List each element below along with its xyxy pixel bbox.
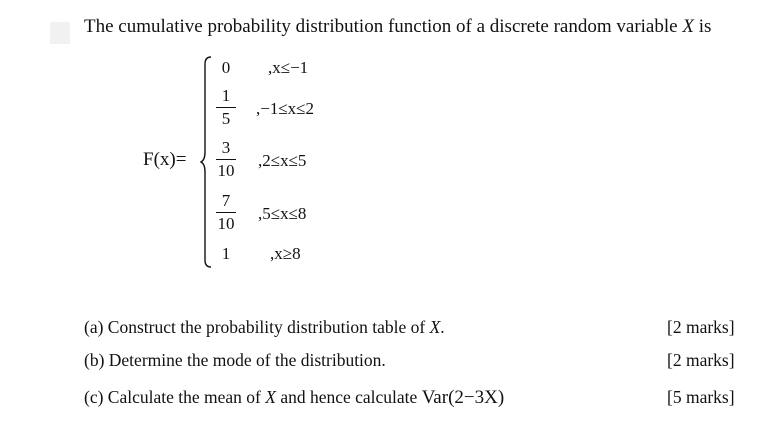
question-c-marks: [5 marks] [667, 387, 735, 407]
question-a-variable: X [429, 317, 441, 337]
piece-3-condition: ,2≤x≤5 [258, 151, 307, 170]
piece-3-denominator: 10 [217, 161, 235, 180]
fraction-bar [216, 212, 236, 213]
piece-5-value: 1 [221, 244, 231, 263]
question-c-variable: X [265, 387, 276, 407]
piece-2-condition: ,−1≤x≤2 [256, 99, 314, 118]
question-c-text: (c) Calculate the mean of [84, 387, 261, 407]
question-intro [84, 16, 711, 38]
piece-4-numerator: 7 [221, 191, 231, 210]
question-c-expression: Var(2−3X) [421, 387, 505, 408]
piece-1-value: 0 [221, 58, 231, 77]
piece-2-numerator: 1 [221, 86, 231, 105]
question-c [84, 387, 504, 409]
piece-2-denominator: 5 [221, 109, 231, 128]
question-a-text: (a) Construct the probability distribution table of [84, 317, 426, 337]
question-a-marks: [2 marks] [667, 317, 735, 337]
piece-4-denominator: 10 [217, 214, 235, 233]
question-b-marks: [2 marks] [667, 350, 735, 370]
question-b [84, 350, 386, 371]
question-a [84, 317, 445, 338]
piece-3-numerator: 3 [221, 138, 231, 157]
piece-4-condition: ,5≤x≤8 [258, 204, 307, 223]
intro-variable: X [682, 16, 694, 37]
function-lhs [143, 149, 186, 171]
question-c-tail: and hence calculate [280, 387, 418, 407]
piece-3-fraction [211, 138, 241, 181]
question-a-tail: . [440, 317, 445, 337]
fraction-bar [216, 107, 236, 108]
page-corner-mark [50, 22, 70, 44]
piece-1-condition: ,x≤−1 [268, 58, 309, 77]
intro-text: The cumulative probability distribution function of a discrete random variable [84, 16, 678, 37]
piece-5-condition: ,x≥8 [270, 244, 301, 263]
fraction-bar [216, 159, 236, 160]
piece-4-fraction [211, 191, 241, 234]
function-lhs-text: F(x)= [143, 149, 187, 170]
piece-2-fraction [211, 86, 241, 129]
question-b-text: (b) Determine the mode of the distribution. [84, 350, 386, 370]
intro-tail: is [698, 16, 712, 37]
